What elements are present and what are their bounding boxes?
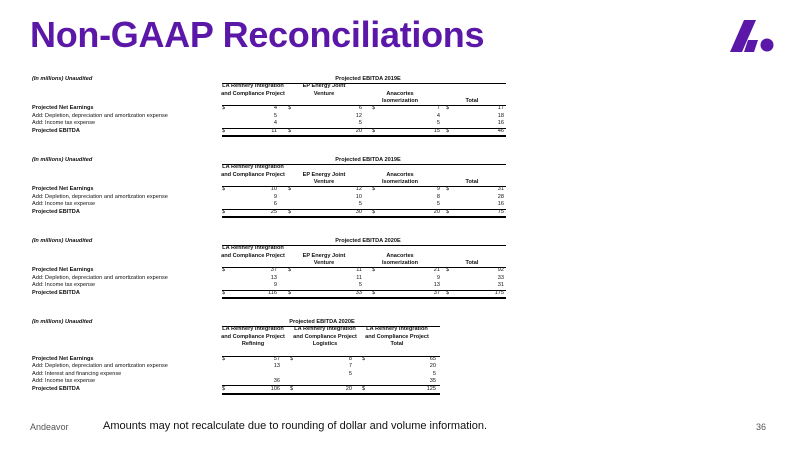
table-cell: 9 — [273, 282, 277, 289]
currency-symbol: $ — [372, 289, 376, 296]
currency-symbol: $ — [372, 127, 376, 134]
table-cell: 11 — [356, 274, 362, 281]
row-label: Projected Net Earnings — [32, 355, 94, 362]
row-label: Add: Income tax expense — [32, 120, 96, 127]
column-header: Anacortes Isomerization — [381, 171, 419, 186]
table-cell: 20 — [429, 363, 436, 370]
currency-symbol: $ — [288, 267, 292, 274]
table-cell: 12 — [355, 186, 362, 193]
currency-symbol: $ — [362, 355, 366, 362]
currency-symbol: $ — [288, 127, 292, 134]
table-cell: 15 — [433, 127, 440, 134]
column-header: Total — [465, 260, 479, 267]
table-caption: Projected EBITDA 2019E — [335, 157, 401, 163]
table-cell: 8 — [348, 355, 352, 362]
currency-symbol: $ — [290, 385, 294, 392]
table-cell: 11 — [271, 127, 277, 134]
column-header: LA Refinery Integration and Compliance Project Total — [365, 326, 429, 348]
table-cell: 25 — [270, 208, 277, 215]
row-label: Add: Depletion, depreciation and amortization expense — [32, 193, 168, 200]
table-cell: 4 — [273, 120, 277, 127]
table-cell: 5 — [358, 201, 362, 208]
row-label: Projected EBITDA — [32, 385, 80, 392]
table-cell: 33 — [497, 274, 504, 281]
row-label: Projected EBITDA — [32, 208, 80, 215]
table-cell: 175 — [494, 289, 504, 296]
currency-symbol: $ — [288, 186, 292, 193]
table-cell: 4 — [436, 112, 440, 119]
currency-symbol: $ — [222, 127, 226, 134]
column-header: LA Refinery Integration and Compliance Project — [221, 83, 285, 97]
table-cell: 125 — [426, 385, 436, 392]
currency-symbol: $ — [372, 208, 376, 215]
currency-symbol: $ — [288, 289, 292, 296]
currency-symbol: $ — [446, 105, 450, 112]
row-label: Projected EBITDA — [32, 289, 80, 296]
table-cell: 5 — [348, 370, 352, 377]
column-header: EP Energy Joint Venture — [302, 83, 346, 97]
row-label: Projected EBITDA — [32, 127, 80, 134]
table-cell: 8 — [436, 193, 440, 200]
currency-symbol: $ — [222, 289, 226, 296]
table-cell: 5 — [358, 282, 362, 289]
row-label: Projected Net Earnings — [32, 105, 94, 112]
table-caption: Projected EBITDA 2020E — [289, 319, 355, 325]
table-cell: 46 — [497, 127, 504, 134]
company-name: Andeavor — [30, 422, 69, 432]
table-cell: 13 — [273, 363, 280, 370]
currency-symbol: $ — [372, 105, 376, 112]
units-note: (In millions) Unaudited — [32, 76, 93, 82]
currency-symbol: $ — [446, 208, 450, 215]
row-label: Add: Interest and financing expense — [32, 370, 122, 377]
table-cell: 37 — [270, 267, 277, 274]
table-cell: 20 — [345, 385, 352, 392]
table-cell: 37 — [433, 289, 440, 296]
column-header: Anacortes Isomerization — [381, 252, 419, 267]
table-cell: 35 — [429, 378, 436, 385]
table-cell: 6 — [358, 105, 362, 112]
currency-symbol: $ — [446, 289, 450, 296]
currency-symbol: $ — [288, 105, 292, 112]
table-cell: 12 — [355, 112, 362, 119]
row-label: Add: Depletion, depreciation and amortization expense — [32, 274, 168, 281]
table-cell: 9 — [436, 186, 440, 193]
currency-symbol: $ — [362, 385, 366, 392]
currency-symbol: $ — [372, 267, 376, 274]
column-header: Anacortes Isomerization — [381, 90, 419, 105]
column-header: LA Refinery Integration and Compliance Project Logistics — [293, 326, 357, 348]
table-cell: 9 — [273, 193, 277, 200]
table-cell: 33 — [355, 289, 362, 296]
currency-symbol: $ — [222, 208, 226, 215]
column-header: Total — [465, 179, 479, 186]
column-header: EP Energy Joint Venture — [302, 171, 346, 186]
column-header: EP Energy Joint Venture — [302, 252, 346, 267]
table-cell: 116 — [268, 289, 277, 296]
row-label: Projected Net Earnings — [32, 186, 94, 193]
row-label: Add: Income tax expense — [32, 378, 96, 385]
row-label: Add: Depletion, depreciation and amortization expense — [32, 112, 168, 119]
currency-symbol: $ — [222, 105, 226, 112]
page-title: Non-GAAP Reconciliations — [30, 14, 485, 55]
table-cell: 10 — [355, 193, 362, 200]
table-cell: 92 — [497, 267, 504, 274]
table-cell: 5 — [273, 112, 277, 119]
table-cell: 10 — [270, 186, 277, 193]
table-cell: 6 — [273, 201, 277, 208]
table-cell: 18 — [497, 112, 504, 119]
column-header: LA Refinery Integration and Compliance Project — [221, 164, 285, 178]
table-cell: 13 — [270, 274, 277, 281]
currency-symbol: $ — [446, 267, 450, 274]
units-note: (In millions) Unaudited — [32, 238, 93, 244]
currency-symbol: $ — [288, 208, 292, 215]
table-caption: Projected EBITDA 2019E — [335, 76, 401, 82]
table-cell: 31 — [497, 186, 504, 193]
table-cell: 7 — [348, 363, 352, 370]
column-header: LA Refinery Integration and Compliance Project Refining — [221, 326, 285, 348]
currency-symbol: $ — [222, 267, 226, 274]
table-cell: 5 — [436, 120, 440, 127]
footnote: Amounts may not recalculate due to rounding of dollar and volume information. — [103, 420, 487, 432]
column-header: Total — [465, 98, 479, 105]
table-cell: 30 — [355, 208, 362, 215]
table-cell: 17 — [497, 105, 504, 112]
table-cell: 21 — [433, 267, 440, 274]
row-label: Add: Depletion, depreciation and amortization expense — [32, 363, 168, 370]
table-cell: 9 — [436, 274, 440, 281]
currency-symbol: $ — [222, 385, 226, 392]
table-caption: Projected EBITDA 2020E — [335, 238, 401, 244]
table-cell: 5 — [436, 201, 440, 208]
table-cell: 16 — [497, 120, 504, 127]
table-cell: 4 — [273, 105, 277, 112]
row-label: Projected Net Earnings — [32, 267, 94, 274]
page-number: 36 — [756, 422, 767, 432]
currency-symbol: $ — [446, 127, 450, 134]
units-note: (In millions) Unaudited — [32, 319, 93, 325]
column-header: LA Refinery Integration and Compliance Project — [221, 245, 285, 259]
table-cell: 7 — [436, 105, 440, 112]
table-cell: 106 — [270, 385, 280, 392]
row-label: Add: Income tax expense — [32, 201, 96, 208]
table-cell: 65 — [429, 355, 436, 362]
table-cell: 5 — [358, 120, 362, 127]
currency-symbol: $ — [290, 355, 294, 362]
table-cell: 31 — [497, 282, 504, 289]
table-cell: 57 — [273, 355, 280, 362]
table-cell: 36 — [273, 378, 280, 385]
table-cell: 75 — [497, 208, 504, 215]
table-cell: 5 — [432, 370, 436, 377]
table-cell: 13 — [433, 282, 440, 289]
currency-symbol: $ — [222, 186, 226, 193]
row-label: Add: Income tax expense — [32, 282, 96, 289]
table-cell: 20 — [433, 208, 440, 215]
table-cell: 28 — [497, 193, 504, 200]
table-cell: 20 — [355, 127, 362, 134]
currency-symbol: $ — [372, 186, 376, 193]
table-cell: 11 — [356, 267, 362, 274]
currency-symbol: $ — [222, 355, 226, 362]
andeavor-logo-icon — [730, 20, 774, 52]
currency-symbol: $ — [446, 186, 450, 193]
units-note: (In millions) Unaudited — [32, 157, 93, 163]
table-cell: 16 — [497, 201, 504, 208]
